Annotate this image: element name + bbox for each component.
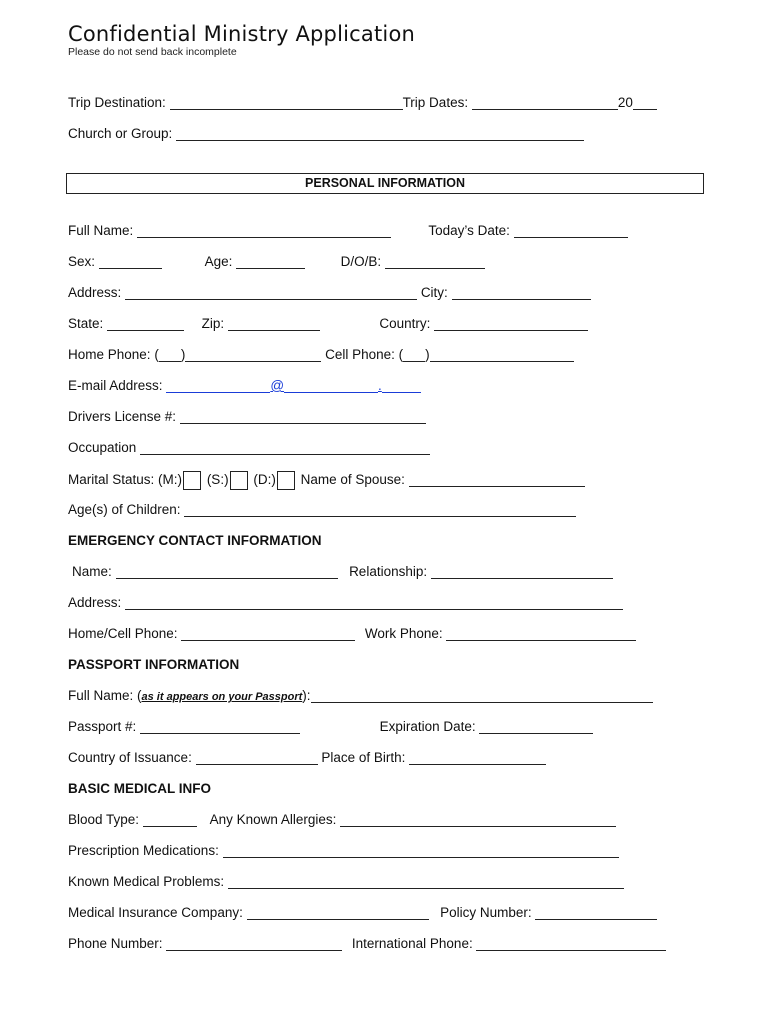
medical-phone-field[interactable] [166, 936, 342, 951]
emergency-contact-heading: EMERGENCY CONTACT INFORMATION [68, 533, 322, 548]
trip-destination-field[interactable] [170, 95, 403, 110]
emergency-name-field[interactable] [116, 564, 338, 579]
home-phone-field[interactable] [185, 347, 321, 362]
emergency-address-label: Address: [68, 595, 122, 610]
passport-name-note: as it appears on your Passport [141, 691, 303, 703]
country-label: Country: [379, 316, 431, 331]
city-field[interactable] [452, 285, 591, 300]
place-of-birth-label: Place of Birth: [321, 750, 406, 765]
passport-full-name-field[interactable] [311, 688, 653, 703]
medical-problems-row [68, 874, 624, 889]
medical-phone-label: Phone Number: [68, 936, 163, 951]
work-phone-label: Work Phone: [364, 626, 443, 641]
sex-age-row [68, 254, 485, 269]
prescriptions-row [68, 843, 619, 858]
home-cell-phone-label: Home/Cell Phone: [68, 626, 178, 641]
sex-field[interactable] [99, 254, 162, 269]
passport-number-label: Passport #: [68, 719, 137, 734]
expiration-date-label: Expiration Date: [379, 719, 476, 734]
emergency-address-row [68, 595, 623, 610]
medical-problems-label: Known Medical Problems: [68, 874, 225, 889]
address-row [68, 285, 591, 300]
email-user-field[interactable] [166, 378, 270, 393]
trip-year-field[interactable] [633, 95, 657, 110]
home-phone-paren-close: ) [180, 347, 186, 362]
relationship-field[interactable] [431, 564, 613, 579]
dob-field[interactable] [385, 254, 485, 269]
work-phone-field[interactable] [446, 626, 636, 641]
cell-phone-field[interactable] [430, 347, 574, 362]
email-tld-field[interactable] [382, 378, 421, 393]
trip-dates-field[interactable] [472, 95, 618, 110]
email-label: E-mail Address: [68, 378, 163, 393]
emergency-phones-row [68, 626, 636, 641]
cell-phone-paren-close: ) [425, 347, 430, 362]
policy-number-field[interactable] [535, 905, 657, 920]
occupation-field[interactable] [140, 440, 430, 455]
occupation-row [68, 440, 430, 455]
todays-date-field[interactable] [514, 223, 628, 238]
drivers-license-row [68, 409, 426, 424]
medical-heading: BASIC MEDICAL INFO [68, 781, 212, 796]
phones-row [68, 347, 574, 362]
country-field[interactable] [434, 316, 588, 331]
form-subtitle: Please do not send back incomplete [68, 46, 237, 58]
drivers-license-field[interactable] [180, 409, 426, 424]
medical-problems-field[interactable] [228, 874, 624, 889]
cell-phone-label: Cell Phone: [325, 347, 395, 362]
allergies-label: Any Known Allergies: [209, 812, 337, 827]
age-field[interactable] [236, 254, 305, 269]
emergency-name-label: Name: [72, 564, 112, 579]
home-phone-area-field[interactable] [159, 347, 181, 362]
country-of-issuance-label: Country of Issuance: [68, 750, 192, 765]
full-name-field[interactable] [137, 223, 391, 238]
passport-country-row [68, 750, 546, 765]
marital-status-row [68, 471, 585, 490]
insurance-row [68, 905, 657, 920]
sex-label: Sex: [68, 254, 96, 269]
international-phone-field[interactable] [476, 936, 666, 951]
email-at-sign: @ [270, 378, 285, 393]
email-dot: . [378, 378, 382, 393]
blood-type-row [68, 812, 616, 827]
address-label: Address: [68, 285, 122, 300]
insurance-field[interactable] [247, 905, 429, 920]
zip-label: Zip: [201, 316, 225, 331]
children-ages-row [68, 502, 576, 517]
full-name-row [68, 223, 628, 238]
blood-type-field[interactable] [143, 812, 197, 827]
state-zip-row [68, 316, 588, 331]
church-row [68, 126, 584, 141]
dob-label: D/O/B: [340, 254, 382, 269]
home-phone-paren-open: ( [154, 347, 159, 362]
emergency-address-field[interactable] [125, 595, 623, 610]
marital-divorced-label: (D:) [253, 472, 276, 487]
marital-status-label: Marital Status: [68, 472, 155, 487]
relationship-label: Relationship: [349, 564, 428, 579]
medical-phones-row [68, 936, 666, 951]
passport-full-name-label: Full Name: ( [68, 688, 142, 703]
trip-year-prefix: 20 [617, 95, 633, 110]
country-of-issuance-field[interactable] [196, 750, 318, 765]
marital-single-label: (S:) [206, 472, 229, 487]
form-title: Confidential Ministry Application [68, 22, 415, 46]
occupation-label: Occupation [68, 440, 137, 455]
passport-name-row [68, 688, 653, 703]
marital-married-label: (M:) [158, 472, 183, 487]
city-label: City: [420, 285, 448, 300]
allergies-field[interactable] [340, 812, 616, 827]
trip-row [68, 95, 657, 110]
cell-phone-area-field[interactable] [403, 347, 425, 362]
insurance-label: Medical Insurance Company: [68, 905, 243, 920]
cell-phone-paren-open: ( [398, 347, 404, 362]
prescriptions-field[interactable] [223, 843, 619, 858]
place-of-birth-field[interactable] [409, 750, 546, 765]
todays-date-label: Today’s Date: [428, 223, 510, 238]
international-phone-label: International Phone: [351, 936, 473, 951]
passport-number-row [68, 719, 593, 734]
trip-destination-label: Trip Destination: [68, 95, 166, 110]
personal-information-header: PERSONAL INFORMATION [66, 173, 704, 194]
zip-field[interactable] [228, 316, 320, 331]
spouse-field[interactable] [409, 472, 585, 487]
blood-type-label: Blood Type: [68, 812, 140, 827]
expiration-date-field[interactable] [479, 719, 593, 734]
state-field[interactable] [107, 316, 184, 331]
emergency-name-row [72, 564, 613, 579]
children-ages-label: Age(s) of Children: [68, 502, 181, 517]
state-label: State: [68, 316, 104, 331]
email-domain-field[interactable] [284, 378, 378, 393]
children-ages-field[interactable] [184, 502, 576, 517]
passport-name-close: ): [302, 688, 311, 703]
home-phone-label: Home Phone: [68, 347, 151, 362]
marital-divorced-checkbox[interactable] [277, 471, 295, 490]
spouse-label: Name of Spouse: [300, 472, 405, 487]
trip-dates-label: Trip Dates: [402, 95, 469, 110]
full-name-label: Full Name: [68, 223, 134, 238]
address-field[interactable] [125, 285, 417, 300]
policy-number-label: Policy Number: [440, 905, 532, 920]
home-cell-phone-field[interactable] [181, 626, 355, 641]
marital-married-checkbox[interactable] [183, 471, 201, 490]
church-label: Church or Group: [68, 126, 173, 141]
marital-single-checkbox[interactable] [230, 471, 248, 490]
age-label: Age: [204, 254, 233, 269]
drivers-license-label: Drivers License #: [68, 409, 177, 424]
email-row [68, 378, 421, 393]
passport-number-field[interactable] [140, 719, 300, 734]
prescriptions-label: Prescription Medications: [68, 843, 219, 858]
church-field[interactable] [176, 126, 584, 141]
passport-heading: PASSPORT INFORMATION [68, 657, 240, 672]
